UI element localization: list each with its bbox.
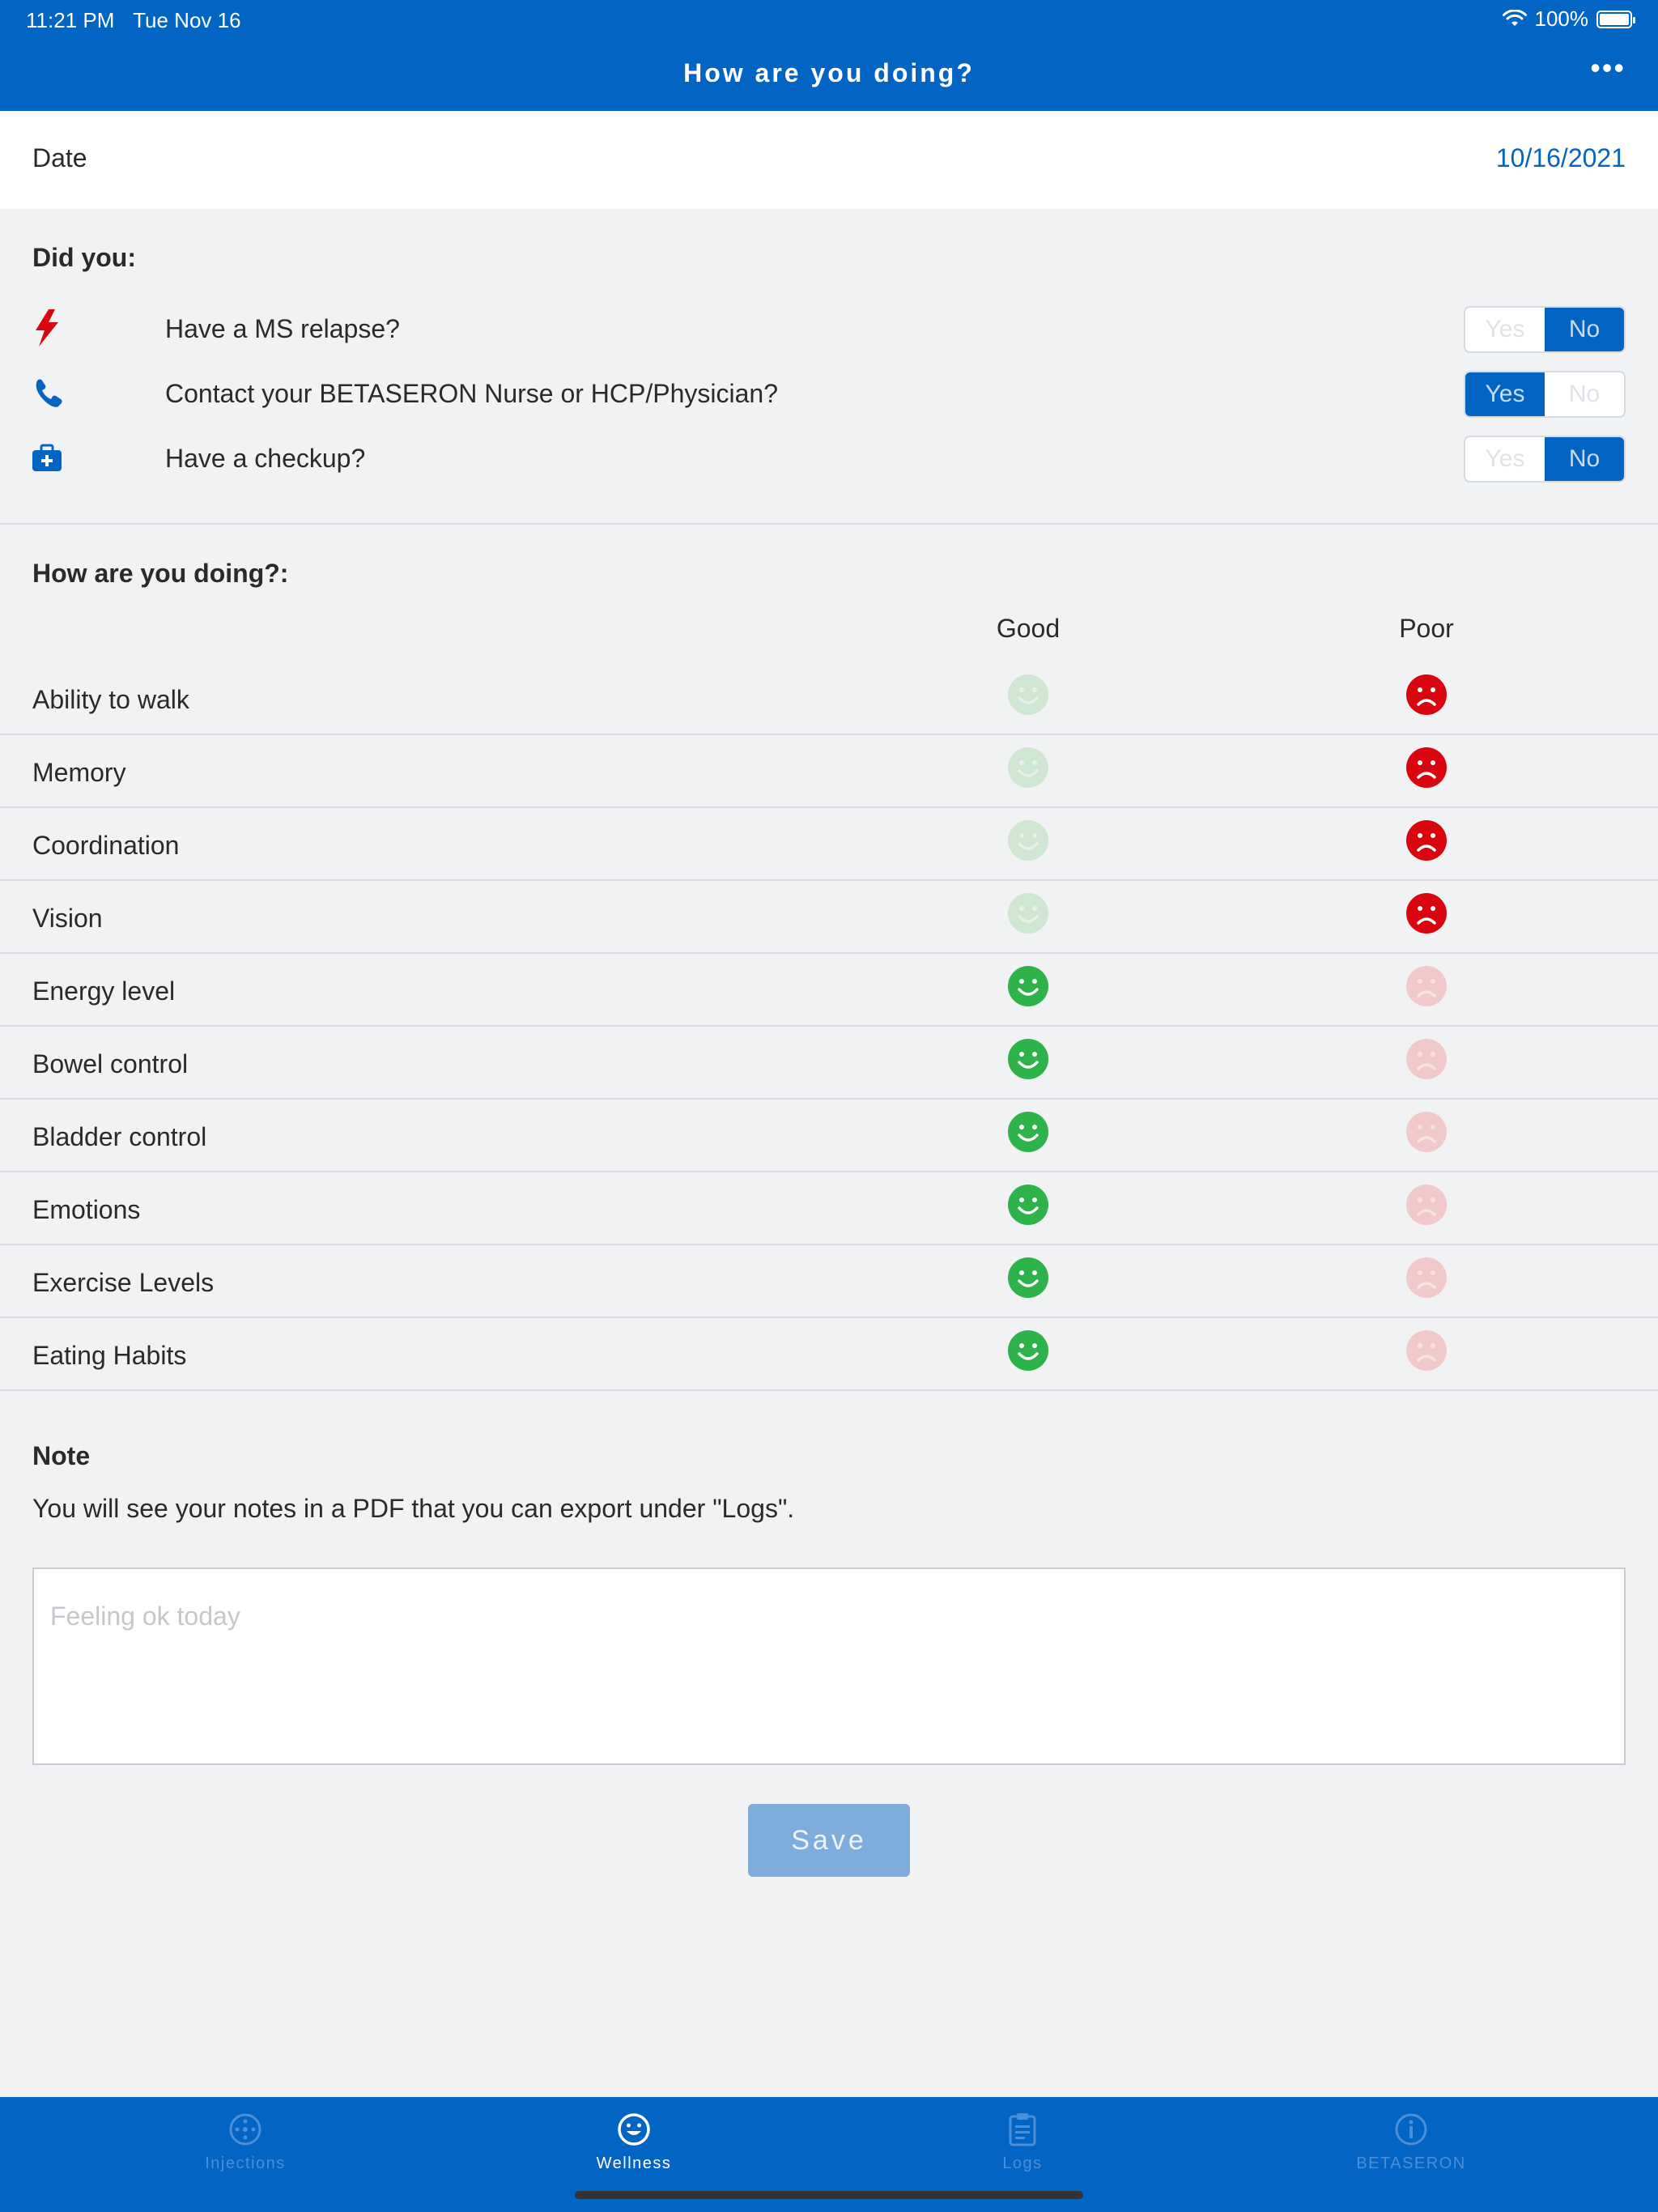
sad-face-icon[interactable] [1405,747,1448,789]
status-time: 11:21 PM [26,8,115,32]
question-text: Have a MS relapse? [165,314,400,343]
yes-no-toggle[interactable] [1464,436,1626,483]
lightning-icon [31,309,63,347]
question-row-relapse [0,300,1658,356]
sad-face-icon[interactable] [1405,892,1448,934]
battery-percent: 100% [1534,6,1588,31]
yes-option[interactable]: Yes [1485,316,1525,342]
save-button[interactable]: Save [748,1804,910,1877]
happy-face-icon[interactable] [1007,1257,1049,1299]
rating-label: Energy level [32,976,176,1006]
rating-row [0,1027,1658,1100]
sad-face-icon[interactable] [1405,965,1448,1007]
rating-row [0,808,1658,881]
rating-label: Bladder control [32,1122,207,1151]
page-title: How are you doing? [683,58,975,87]
date-picker[interactable]: 10/16/2021 [1495,143,1626,172]
tab-label: Wellness [596,2155,672,2172]
happy-face-icon[interactable] [1007,674,1049,716]
sad-face-icon[interactable] [1405,674,1448,716]
sad-face-icon[interactable] [1405,1111,1448,1153]
question-text: Contact your BETASERON Nurse or HCP/Physician? [165,379,778,408]
poor-column-header: Poor [1399,614,1454,643]
happy-face-icon[interactable] [1007,892,1049,934]
tab-label: Injections [205,2155,286,2172]
tab-injections[interactable] [124,2112,367,2173]
tab-label: BETASERON [1356,2155,1466,2172]
clipboard-icon [1005,2112,1040,2147]
good-column-header: Good [996,614,1061,643]
home-indicator [575,2191,1083,2199]
happy-face-icon[interactable] [1007,965,1049,1007]
rating-row [0,662,1658,735]
rating-row [0,1100,1658,1172]
question-row-checkup [0,429,1658,486]
tab-betaseron[interactable] [1290,2112,1533,2173]
wifi-icon [1503,10,1527,29]
rating-label: Emotions [32,1195,141,1224]
yes-no-toggle[interactable] [1464,306,1626,353]
medical-kit-icon [31,439,63,476]
rating-label: Ability to walk [32,685,189,714]
status-bar-right [1503,6,1633,32]
top-bar [0,0,1658,111]
note-description: You will see your notes in a PDF that you can export under "Logs". [32,1494,795,1523]
battery-icon [1596,11,1632,28]
rating-row [0,1318,1658,1391]
rating-label: Vision [32,904,103,933]
rating-label: Exercise Levels [32,1268,215,1297]
rating-label: Eating Habits [32,1341,187,1370]
question-text: Have a checkup? [165,444,366,473]
sad-face-icon[interactable] [1405,1184,1448,1226]
yes-no-toggle[interactable] [1464,371,1626,418]
happy-face-icon[interactable] [1007,1184,1049,1226]
sad-face-icon[interactable] [1405,1329,1448,1372]
rating-label: Bowel control [32,1049,189,1078]
no-option[interactable]: No [1545,437,1624,481]
did-you-heading: Did you: [32,243,136,272]
question-row-contact-nurse [0,364,1658,421]
rating-row [0,881,1658,954]
note-input[interactable] [32,1568,1626,1765]
happy-face-icon[interactable] [1007,1111,1049,1153]
phone-icon [31,374,63,411]
rating-row [0,1172,1658,1245]
happy-face-icon[interactable] [1007,1329,1049,1372]
happy-face-icon[interactable] [1007,819,1049,861]
smiley-icon [616,2112,652,2147]
status-date: Tue Nov 16 [133,8,241,32]
rating-row [0,954,1658,1027]
rating-row [0,1245,1658,1318]
status-bar-left [26,8,254,33]
tab-wellness[interactable] [512,2112,755,2173]
sad-face-icon[interactable] [1405,1038,1448,1080]
happy-face-icon[interactable] [1007,1038,1049,1080]
tab-label: Logs [1002,2155,1043,2172]
date-row [0,111,1658,209]
no-option[interactable]: No [1545,308,1624,351]
sad-face-icon[interactable] [1405,1257,1448,1299]
ellipsis-icon[interactable]: ••• [1590,51,1626,84]
note-heading: Note [32,1441,91,1470]
no-option[interactable]: No [1568,381,1601,407]
rating-label: Memory [32,758,126,787]
rating-row [0,735,1658,808]
section-divider [0,523,1658,525]
sad-face-icon[interactable] [1405,819,1448,861]
date-label: Date [32,143,87,172]
info-icon [1393,2112,1429,2147]
tab-logs[interactable] [901,2112,1144,2173]
injection-target-icon [227,2112,263,2147]
yes-option[interactable]: Yes [1465,372,1545,416]
happy-face-icon[interactable] [1007,747,1049,789]
rating-label: Coordination [32,831,180,860]
yes-option[interactable]: Yes [1485,445,1525,472]
wellness-heading: How are you doing?: [32,559,289,588]
